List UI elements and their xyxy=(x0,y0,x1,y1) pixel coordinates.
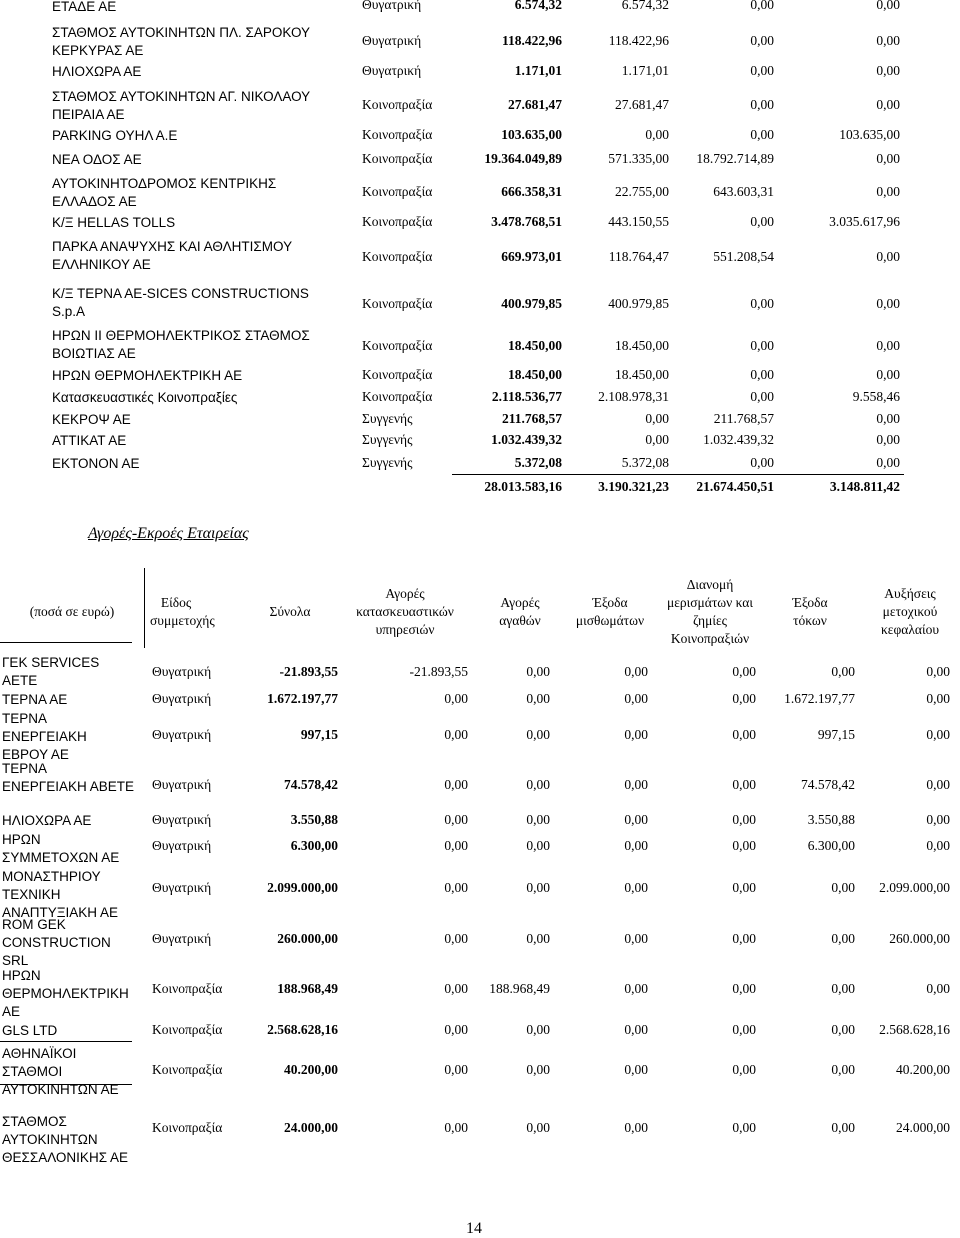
row-c5: 0,00 xyxy=(831,880,855,895)
row-v2: 1.032.439,32 xyxy=(703,432,774,447)
row-type: Κοινοπραξία xyxy=(152,1022,223,1037)
row-v3: 3.035.617,96 xyxy=(829,214,900,229)
row-c6: 2.099.000,00 xyxy=(879,880,950,895)
row-total: 103.635,00 xyxy=(501,127,562,142)
row-v1: 0,00 xyxy=(645,411,669,426)
row-c1: -21.893,55 xyxy=(409,664,468,679)
row-total: 188.968,49 xyxy=(277,981,338,996)
row-total: 118.422,96 xyxy=(501,33,562,48)
row-c4: 0,00 xyxy=(732,838,756,853)
row-name: ΗΡΩΝ ΘΕΡΜΟΗΛΕΚΤΡΙΚΗ ΑΕ xyxy=(52,368,243,383)
row-type: Κοινοπραξία xyxy=(362,338,433,353)
row-type: Κοινοπραξία xyxy=(362,97,433,112)
row-name: ΚΕΚΡΟΨ ΑΕ xyxy=(52,412,131,427)
row-v2: 0,00 xyxy=(750,214,774,229)
row-type: Θυγατρική xyxy=(362,0,422,12)
row-c2: 0,00 xyxy=(526,664,550,679)
row-type: Θυγατρική xyxy=(152,691,212,706)
row-type: Κοινοπραξία xyxy=(152,1062,223,1077)
row-type: Θυγατρική xyxy=(152,931,212,946)
header-c2: Αγορές αγαθών xyxy=(499,595,541,628)
row-c1: 0,00 xyxy=(444,812,468,827)
row-total: 18.450,00 xyxy=(508,367,562,382)
header-c5: Έξοδα τόκων xyxy=(792,595,828,628)
row-type: Κοινοπραξία xyxy=(362,214,433,229)
row-total: -21.893,55 xyxy=(279,664,338,679)
row-type: Κοινοπραξία xyxy=(362,296,433,311)
row-total: 6.574,32 xyxy=(514,0,562,12)
row-c1: 0,00 xyxy=(444,1022,468,1037)
header-type: Είδος συμμετοχής xyxy=(150,595,215,628)
row-c5: 0,00 xyxy=(831,1120,855,1135)
row-c1: 0,00 xyxy=(444,777,468,792)
row-name: ΑΤΤΙΚΑΤ ΑΕ xyxy=(52,433,127,448)
row-c1: 0,00 xyxy=(444,1120,468,1135)
row-c2: 0,00 xyxy=(526,1062,550,1077)
totals-v2: 21.674.450,51 xyxy=(696,479,774,494)
row-c6: 260.000,00 xyxy=(889,931,950,946)
row-total: 3.478.768,51 xyxy=(491,214,562,229)
row-v1: 400.979,85 xyxy=(608,296,669,311)
row-c5: 3.550,88 xyxy=(807,812,855,827)
row-c3: 0,00 xyxy=(624,727,648,742)
row-c5: 74.578,42 xyxy=(801,777,855,792)
row-c4: 0,00 xyxy=(732,1062,756,1077)
row-v2: 0,00 xyxy=(750,97,774,112)
row-total: 1.672.197,77 xyxy=(267,691,338,706)
row-v2: 0,00 xyxy=(750,338,774,353)
row-c2: 0,00 xyxy=(526,931,550,946)
row-c3: 0,00 xyxy=(624,880,648,895)
row-v1: 18.450,00 xyxy=(615,338,669,353)
row-c3: 0,00 xyxy=(624,664,648,679)
row-type: Συγγενής xyxy=(362,411,413,426)
row-v2: 18.792.714,89 xyxy=(696,151,774,166)
row-total: 1.171,01 xyxy=(514,63,562,78)
section-title: Αγορές-Εκροές Εταιρείας xyxy=(88,525,249,542)
row-type: Θυγατρική xyxy=(152,880,212,895)
row-type: Θυγατρική xyxy=(152,838,212,853)
header-vertical-rule xyxy=(144,568,145,648)
row-total: 24.000,00 xyxy=(284,1120,338,1135)
row-v1: 22.755,00 xyxy=(615,184,669,199)
row-c3: 0,00 xyxy=(624,1062,648,1077)
row-type: Κοινοπραξία xyxy=(152,981,223,996)
row-c1: 0,00 xyxy=(444,691,468,706)
totals-total: 28.013.583,16 xyxy=(484,479,562,494)
header-c1: Αγορές κατασκευαστικών υπηρεσιών xyxy=(356,586,454,637)
row-v2: 0,00 xyxy=(750,367,774,382)
row-name: ΤΕΡΝΑ ΕΝΕΡΓΕΙΑΚΗ ΕΒΡΟΥ ΑΕ xyxy=(2,711,87,762)
row-name: ΗΛΙΟΧΩΡΑ ΑΕ xyxy=(52,64,142,79)
row-v2: 0,00 xyxy=(750,127,774,142)
row-name: PARKING ΟΥΗΛ Α.Ε xyxy=(52,128,178,143)
row-v1: 571.335,00 xyxy=(608,151,669,166)
row-c3: 0,00 xyxy=(624,777,648,792)
row-v3: 0,00 xyxy=(876,0,900,12)
row-v3: 0,00 xyxy=(876,338,900,353)
row-name: ΑΥΤΟΚΙΝΗΤΟΔΡΟΜΟΣ ΚΕΝΤΡΙΚΗΣ ΕΛΛΑΔΟΣ ΑΕ xyxy=(52,176,277,209)
row-c4: 0,00 xyxy=(732,1120,756,1135)
row-c3: 0,00 xyxy=(624,1120,648,1135)
totals-v1: 3.190.321,23 xyxy=(598,479,669,494)
row-total: 2.118.536,77 xyxy=(491,389,562,404)
row-total: 5.372,08 xyxy=(514,455,562,470)
row-type: Κοινοπραξία xyxy=(362,184,433,199)
row-c5: 1.672.197,77 xyxy=(784,691,855,706)
row-type: Θυγατρική xyxy=(152,664,212,679)
row-type: Θυγατρική xyxy=(152,777,212,792)
row-type: Συγγενής xyxy=(362,455,413,470)
row-name: ΕΚΤΟΝΟΝ ΑΕ xyxy=(52,456,140,471)
row-v3: 0,00 xyxy=(876,249,900,264)
row-total: 211.768,57 xyxy=(501,411,562,426)
row-c2: 0,00 xyxy=(526,838,550,853)
row-name: ΤΕΡΝΑ ΕΝΕΡΓΕΙΑΚΗ ΑΒΕΤΕ xyxy=(2,761,134,794)
header-unit: (ποσά σε ευρώ) xyxy=(29,604,115,619)
row-name: ΗΛΙΟΧΩΡΑ ΑΕ xyxy=(2,813,92,828)
row-c2: 0,00 xyxy=(526,812,550,827)
row-type: Θυγατρική xyxy=(362,63,422,78)
row-v1: 1.171,01 xyxy=(621,63,669,78)
row-name: ΗΡΩΝ ΣΥΜΜΕΤΟΧΩΝ ΑΕ xyxy=(2,832,120,865)
row-c2: 0,00 xyxy=(526,1022,550,1037)
row-c4: 0,00 xyxy=(732,931,756,946)
row-c4: 0,00 xyxy=(732,1022,756,1037)
row-total: 19.364.049,89 xyxy=(484,151,562,166)
row-c2: 188.968,49 xyxy=(489,981,550,996)
row-type: Θυγατρική xyxy=(152,727,212,742)
row-type: Κοινοπραξία xyxy=(362,127,433,142)
row-type: Κοινοπραξία xyxy=(362,389,433,404)
row-v2: 551.208,54 xyxy=(713,249,774,264)
page-number: 14 xyxy=(466,1220,482,1237)
row-v3: 0,00 xyxy=(876,184,900,199)
row-total: 6.300,00 xyxy=(290,838,338,853)
row-c4: 0,00 xyxy=(732,880,756,895)
row-c3: 0,00 xyxy=(624,812,648,827)
row-type: Κοινοπραξία xyxy=(152,1120,223,1135)
row-v3: 0,00 xyxy=(876,411,900,426)
row-c3: 0,00 xyxy=(624,1022,648,1037)
row-c6: 24.000,00 xyxy=(896,1120,950,1135)
row-name: ΕΤΑΔΕ ΑΕ xyxy=(52,0,117,14)
row-name: ΝΕΑ ΟΔΟΣ ΑΕ xyxy=(52,152,142,167)
row-v3: 0,00 xyxy=(876,33,900,48)
row-v3: 9.558,46 xyxy=(852,389,900,404)
row-total: 2.099.000,00 xyxy=(267,880,338,895)
row-total: 260.000,00 xyxy=(277,931,338,946)
row-v1: 27.681,47 xyxy=(615,97,669,112)
row-c6: 2.568.628,16 xyxy=(879,1022,950,1037)
row-c4: 0,00 xyxy=(732,727,756,742)
row-c2: 0,00 xyxy=(526,691,550,706)
header-left-rule xyxy=(0,642,132,643)
row-c6: 0,00 xyxy=(926,727,950,742)
row-total: 666.358,31 xyxy=(501,184,562,199)
row-type: Θυγατρική xyxy=(362,33,422,48)
row-v2: 0,00 xyxy=(750,63,774,78)
row-v1: 0,00 xyxy=(645,127,669,142)
row-c6: 40.200,00 xyxy=(896,1062,950,1077)
row-v3: 103.635,00 xyxy=(839,127,900,142)
row-v1: 0,00 xyxy=(645,432,669,447)
row-total: 74.578,42 xyxy=(284,777,338,792)
row-name: ΑΘΗΝΑΪΚΟΙ ΣΤΑΘΜΟΙ ΑΥΤΟΚΙΝΗΤΩΝ ΑΕ xyxy=(2,1046,119,1097)
row-type: Κοινοπραξία xyxy=(362,151,433,166)
row-c2: 0,00 xyxy=(526,1120,550,1135)
row-c2: 0,00 xyxy=(526,727,550,742)
row-v3: 0,00 xyxy=(876,367,900,382)
row-type: Κοινοπραξία xyxy=(362,249,433,264)
row-c5: 0,00 xyxy=(831,1022,855,1037)
row-name: ΣΤΑΘΜΟΣ ΑΥΤΟΚΙΝΗΤΩΝ ΘΕΣΣΑΛΟΝΙΚΗΣ ΑΕ xyxy=(2,1114,129,1165)
row-c5: 0,00 xyxy=(831,981,855,996)
row-separator xyxy=(0,1084,132,1085)
row-c5: 997,15 xyxy=(817,727,855,742)
row-name: GLS LTD xyxy=(2,1023,58,1038)
row-c4: 0,00 xyxy=(732,981,756,996)
row-v3: 0,00 xyxy=(876,432,900,447)
row-c1: 0,00 xyxy=(444,981,468,996)
row-c4: 0,00 xyxy=(732,812,756,827)
row-total: 40.200,00 xyxy=(284,1062,338,1077)
row-total: 27.681,47 xyxy=(508,97,562,112)
row-v2: 0,00 xyxy=(750,296,774,311)
row-c3: 0,00 xyxy=(624,838,648,853)
row-type: Θυγατρική xyxy=(152,812,212,827)
row-v3: 0,00 xyxy=(876,455,900,470)
row-c1: 0,00 xyxy=(444,1062,468,1077)
row-v3: 0,00 xyxy=(876,296,900,311)
row-v1: 5.372,08 xyxy=(621,455,669,470)
totals-v3: 3.148.811,42 xyxy=(829,479,900,494)
row-name: Κατασκευαστικές Κοινοπραξίες xyxy=(52,390,238,405)
row-c1: 0,00 xyxy=(444,880,468,895)
row-v2: 0,00 xyxy=(750,33,774,48)
row-v3: 0,00 xyxy=(876,151,900,166)
header-total: Σύνολα xyxy=(269,604,311,619)
top-totals-row xyxy=(0,479,960,497)
row-v1: 118.764,47 xyxy=(608,249,669,264)
row-c4: 0,00 xyxy=(732,664,756,679)
row-total: 2.568.628,16 xyxy=(267,1022,338,1037)
row-c6: 0,00 xyxy=(926,838,950,853)
row-name: ΗΡΩΝ ΘΕΡΜΟΗΛΕΚΤΡΙΚΗ ΑΕ xyxy=(2,968,129,1019)
row-type: Συγγενής xyxy=(362,432,413,447)
row-total: 400.979,85 xyxy=(501,296,562,311)
row-c3: 0,00 xyxy=(624,691,648,706)
row-v2: 0,00 xyxy=(750,389,774,404)
row-type: Κοινοπραξία xyxy=(362,367,433,382)
row-total: 18.450,00 xyxy=(508,338,562,353)
row-c1: 0,00 xyxy=(444,931,468,946)
row-name: ΜΟΝΑΣΤΗΡΙΟΥ ΤΕΧΝΙΚΗ ΑΝΑΠΤΥΞΙΑΚΗ ΑΕ xyxy=(2,869,119,920)
header-c6: Αυξήσεις μετοχικού κεφαλαίου xyxy=(880,586,940,637)
row-total: 997,15 xyxy=(300,727,338,742)
row-v2: 0,00 xyxy=(750,455,774,470)
row-v2: 0,00 xyxy=(750,0,774,12)
row-v3: 0,00 xyxy=(876,97,900,112)
row-c5: 0,00 xyxy=(831,931,855,946)
row-c5: 0,00 xyxy=(831,664,855,679)
row-name: Κ/Ξ ΤΕΡΝΑ ΑΕ-SICES CONSTRUCTIONS S.p.A xyxy=(52,286,309,319)
row-name: ΤΕΡΝΑ ΑΕ xyxy=(2,692,68,707)
row-c2: 0,00 xyxy=(526,880,550,895)
row-c6: 0,00 xyxy=(926,981,950,996)
row-c3: 0,00 xyxy=(624,981,648,996)
row-c3: 0,00 xyxy=(624,931,648,946)
row-total: 669.973,01 xyxy=(501,249,562,264)
row-c5: 0,00 xyxy=(831,1062,855,1077)
row-v1: 2.108.978,31 xyxy=(598,389,669,404)
row-name: ΣΤΑΘΜΟΣ ΑΥΤΟΚΙΝΗΤΩΝ ΑΓ. ΝΙΚΟΛΑΟΥ ΠΕΙΡΑΙΑ ΑΕ xyxy=(52,89,310,122)
row-c5: 6.300,00 xyxy=(807,838,855,853)
row-total: 3.550,88 xyxy=(290,812,338,827)
row-name: Κ/Ξ HELLAS TOLLS xyxy=(52,215,176,230)
row-c1: 0,00 xyxy=(444,727,468,742)
row-name: ΣΤΑΘΜΟΣ ΑΥΤΟΚΙΝΗΤΩΝ ΠΛ. ΣΑΡΟΚΟΥ ΚΕΡΚΥΡΑΣ ΑΕ xyxy=(52,25,310,58)
row-name: ΗΡΩΝ ΙΙ ΘΕΡΜΟΗΛΕΚΤΡΙΚΟΣ ΣΤΑΘΜΟΣ ΒΟΙΩΤΙΑΣ ΑΕ xyxy=(52,328,310,361)
top-totals-rule xyxy=(452,474,904,475)
row-c6: 0,00 xyxy=(926,691,950,706)
row-c4: 0,00 xyxy=(732,777,756,792)
row-name: ROM GEK CONSTRUCTION SRL xyxy=(2,917,111,968)
row-total: 1.032.439,32 xyxy=(491,432,562,447)
row-v2: 643.603,31 xyxy=(713,184,774,199)
row-v3: 0,00 xyxy=(876,63,900,78)
row-name: ΠΑΡΚΑ ΑΝΑΨΥΧΗΣ ΚΑΙ ΑΘΛΗΤΙΣΜΟΥ ΕΛΛΗΝΙΚΟΥ ΑΕ xyxy=(52,239,292,272)
row-v1: 6.574,32 xyxy=(621,0,669,12)
header-c3: Έξοδα μισθωμάτων xyxy=(575,595,645,628)
row-name: ΓΕΚ SERVICES ΑΕΤΕ xyxy=(2,655,100,688)
row-c2: 0,00 xyxy=(526,777,550,792)
row-c1: 0,00 xyxy=(444,838,468,853)
row-v1: 443.150,55 xyxy=(608,214,669,229)
row-c6: 0,00 xyxy=(926,664,950,679)
row-v1: 118.422,96 xyxy=(608,33,669,48)
row-c6: 0,00 xyxy=(926,812,950,827)
header-c4: Διανομή μερισμάτων και ζημίες Κοινοπραξιών xyxy=(666,577,754,646)
row-c6: 0,00 xyxy=(926,777,950,792)
row-v1: 18.450,00 xyxy=(615,367,669,382)
row-separator xyxy=(0,1041,132,1042)
row-v2: 211.768,57 xyxy=(713,411,774,426)
row-c4: 0,00 xyxy=(732,691,756,706)
